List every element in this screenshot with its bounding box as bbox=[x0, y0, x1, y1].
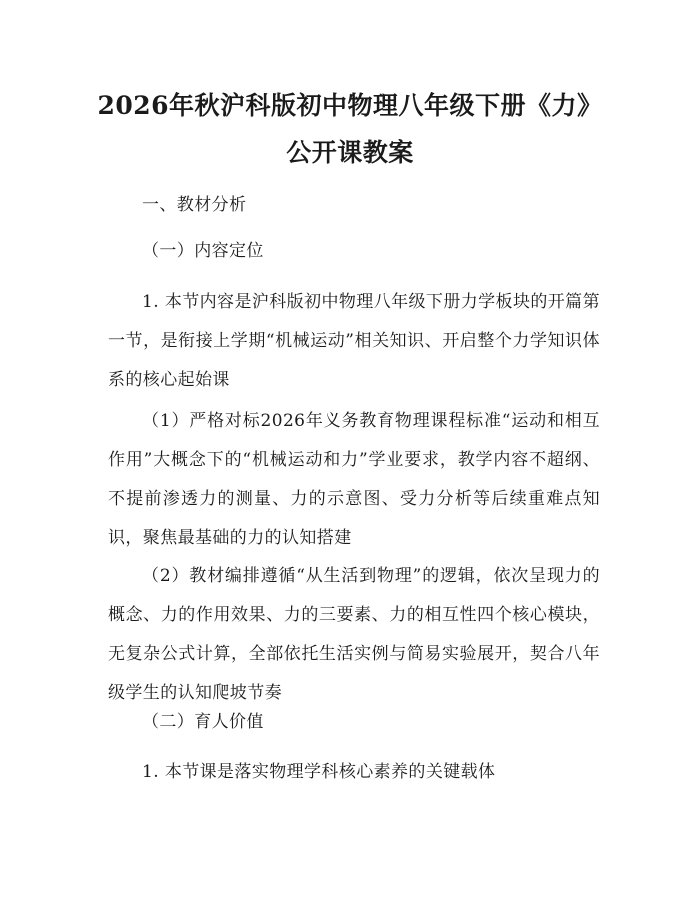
paragraph-textbook-arrangement: （2）教材编排遵循“从生活到物理”的逻辑，依次呈现力的概念、力的作用效果、力的三要素、力的相互性四个核心模块，无复杂公式计算，全部依托生活实例与简易实验展开，契合八年级学生的认知爬坡节奏 bbox=[108, 566, 600, 703]
subsection-heading-content-positioning: （一）内容定位 bbox=[142, 241, 264, 261]
subsection-heading-educational-value: （二）育人价值 bbox=[142, 712, 264, 732]
section-heading-textbook-analysis: 一、教材分析 bbox=[142, 195, 247, 215]
paragraph-curriculum-standard: （1）严格对标2026年义务教育物理课程标准“运动和相互作用”大概念下的“机械运动和力”学业要求，教学内容不超纲、不提前渗透力的测量、力的示意图、受力分析等后续重难点知识，聚焦最基础的力的认知搭建 bbox=[108, 411, 600, 548]
paragraph-content-positioning: 1. 本节内容是沪科版初中物理八年级下册力学板块的开篇第一节，是衔接上学期“机械运动”相关知识、开启整个力学知识体系的核心起始课 bbox=[108, 292, 600, 390]
document-title-line2: 公开课教案 bbox=[286, 138, 414, 167]
document-title-line1: 2026年秋沪科版初中物理八年级下册《力》 bbox=[97, 91, 603, 120]
paragraph-core-literacy: 1. 本节课是落实物理学科核心素养的关键载体 bbox=[142, 762, 496, 782]
